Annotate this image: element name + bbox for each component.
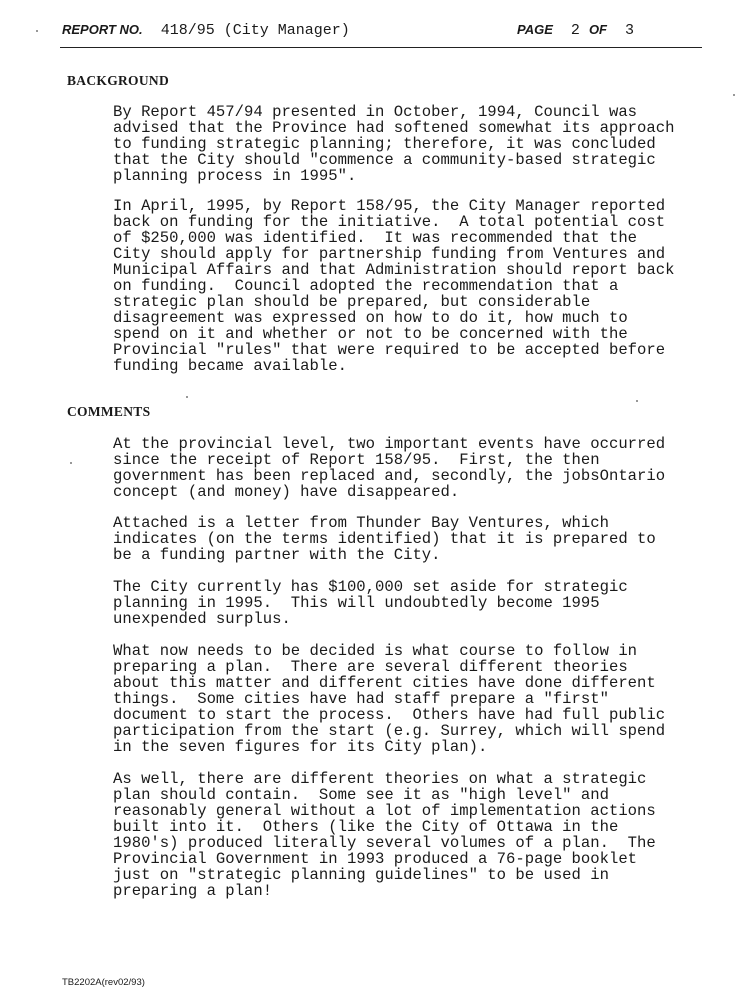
comments-paragraph-4: What now needs to be decided is what course to follow in preparing a plan. There are several different theories about this matter and different cities have done different things. Some cities have had staff prepare a "first" document to start the process. Others have had full public participation from the start (e.g. Surrey, which will spend in the seven figures for its City plan).: [113, 642, 666, 756]
page-total: 3: [625, 22, 635, 39]
comments-paragraph-2: Attached is a letter from Thunder Bay Ventures, which indicates (on the terms identified) that it is prepared to be a funding partner with the City.: [113, 514, 656, 564]
page-current: 2: [570, 22, 580, 39]
background-paragraph-2: In April, 1995, by Report 158/95, the City Manager reported back on funding for the initiative. A total potential cost of $250,000 was identified. It was recommended that the City should apply for partnership funding from Ventures and Municipal Affairs and that Administration should report back on funding. Council adopted the recommendation that a strategic plan should be prepared, but considerable disagreement was expressed on how to do it, how much to spend on it and whether or not to be concerned with the Provincial "rules" that were required to be accepted before funding became available.: [113, 197, 675, 375]
report-label: REPORT NO.: [62, 22, 143, 37]
report-value: 418/95 (City Manager): [160, 22, 350, 39]
comments-paragraph-5: As well, there are different theories on what a strategic plan should contain. Some see it as "high level" and reasonably general without a lot of implementation actions built into it. Others (like the City of Ottawa in the 1980's) produced literally several volumes of a plan. The Provincial Government in 1993 produced a 76-page booklet just on "strategic planning guidelines" to be used in preparing a plan!: [113, 770, 656, 900]
page-header: [62, 22, 692, 44]
section-heading-comments: COMMENTS: [67, 404, 151, 419]
section-heading-background: BACKGROUND: [67, 73, 170, 88]
scan-speck: [636, 400, 638, 402]
comments-paragraph-1: At the provincial level, two important events have occurred since the receipt of Report 158/95. First, the then government has been replaced and, secondly, the jobsOntario concept (and money) have disappeared.: [113, 435, 666, 501]
form-code: TB2202A(rev02/93): [62, 977, 145, 988]
of-label: OF: [588, 22, 607, 37]
background-paragraph-1: By Report 457/94 presented in October, 1994, Council was advised that the Province had softened somewhat its approach to funding strategic planning; therefore, it was concluded that the City should "commence a community-based strategic planning process in 1995".: [113, 103, 675, 185]
page-label: PAGE: [517, 22, 553, 37]
scan-speck: [36, 30, 38, 32]
header-rule: [60, 47, 702, 48]
page-indicator: [517, 22, 634, 39]
comments-paragraph-3: The City currently has $100,000 set aside for strategic planning in 1995. This will undoubtedly become 1995 unexpended surplus.: [113, 578, 628, 628]
scan-speck: [186, 396, 188, 398]
scan-speck: [733, 94, 735, 96]
scan-speck: [70, 462, 72, 464]
report-number: [62, 22, 350, 39]
